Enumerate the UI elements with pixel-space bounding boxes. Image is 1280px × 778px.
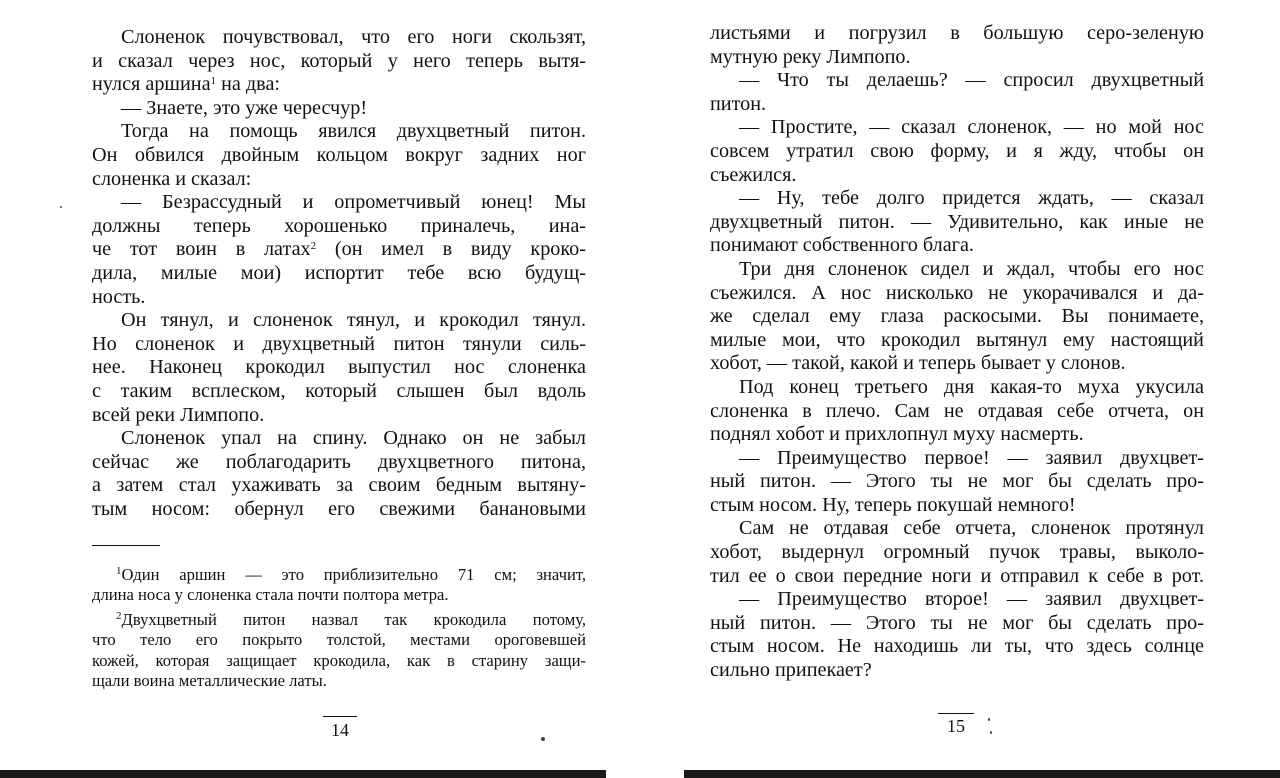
text-line: Но слоненок и двухцветный питон тянули силь- — [92, 332, 586, 355]
text-line: должны теперь хорошенько приналечь, ина- — [92, 214, 586, 237]
text-line: ный питон. — Этого ты не мог бы сделать про- — [710, 470, 1204, 493]
text-line: Тогда на помощь явился двухцветный питон. — [121, 120, 586, 143]
text-line: — Безрассудный и опрометчивый юнец! Мы — [121, 191, 586, 214]
footnote-text: Один аршин — это приблизительно 71 см; значит, — [121, 565, 586, 584]
text-line: же сделал ему глаза раскосыми. Вы понимаете, — [710, 305, 1204, 328]
text-fragment: нулся аршина — [92, 73, 211, 96]
footnote-mark: 2 — [116, 609, 122, 622]
text-line: — Знаете, это уже чересчур! — [121, 96, 368, 119]
page-number-rule — [938, 713, 974, 714]
footnote-mark: 1 — [116, 565, 122, 577]
footnote-line: что тело его покрыто толстой, местами ороговевшей — [92, 630, 586, 650]
text-line: с таким всплеском, который слышен был вдоль — [92, 379, 586, 402]
scan-speck — [60, 206, 62, 208]
text-line: Он тянул, и слоненок тянул, и крокодил тянул. — [121, 309, 586, 332]
text-line: тым носом: обернул его свежими банановыми — [92, 497, 586, 520]
text-line: Слоненок упал на спину. Однако он не забыл — [121, 427, 586, 450]
text-line: совсем утратил свою форму, и я жду, чтобы он — [710, 139, 1204, 162]
text-line: двухцветный питон. — Удивительно, как иные не — [710, 210, 1204, 233]
text-fragment: на два: — [216, 73, 281, 96]
footnote-line: кожей, которая защищает крокодила, как в старину защи- — [92, 650, 586, 670]
text-line: мутную реку Лимпопо. — [710, 45, 911, 68]
text-line: слоненка в плечо. Сам не отдавая себе отчета, он — [710, 399, 1204, 422]
text-line: съежился. — [710, 163, 797, 186]
text-line — [92, 238, 586, 262]
page-number-rule — [323, 716, 357, 717]
text-line: — Преимущество первое! — заявил двухцвет- — [739, 446, 1204, 469]
text-line: — Ну, тебе долго придется ждать, — сказал — [739, 187, 1204, 210]
text-line: Сам не отдавая себе отчета, слоненок протянул — [739, 517, 1204, 540]
text-line — [92, 73, 586, 97]
text-line: поднял хобот и прихлопнул муху насмерть. — [710, 423, 1084, 446]
text-line: хобот, выдернул огромный пучок травы, выколо- — [710, 541, 1204, 564]
text-line: Он обвился двойным кольцом вокруг задних ног — [92, 143, 586, 166]
text-line: Слоненок почувствовал, что его ноги скользят, — [121, 26, 586, 48]
footnote-ref: 1 — [210, 75, 217, 88]
text-line: — Что ты делаешь? — спросил двухцветный — [739, 69, 1204, 92]
page-number-right: 15 — [947, 716, 965, 736]
scan-speck — [990, 731, 992, 734]
footnotes — [92, 565, 586, 691]
text-line: всей реки Лимпопо. — [92, 403, 265, 426]
page-number-left: 14 — [331, 720, 349, 740]
scan-bottom-edge — [0, 770, 606, 778]
text-line: ный питон. — Этого ты не мог бы сделать про- — [710, 611, 1204, 634]
text-line: — Простите, — сказал слоненок, — но мой нос — [739, 116, 1204, 139]
text-line: Три дня слоненок сидел и ждал, чтобы его нос — [739, 257, 1204, 280]
text-line: листьями и погрузил в большую серо-зеленую — [710, 22, 1204, 44]
left-page-text — [92, 26, 586, 521]
text-line: милые мои, что крокодил вытянул ему настоящий — [710, 328, 1204, 351]
footnote-line: щали воина металлические латы. — [92, 670, 327, 690]
footnote-ref: 2 — [310, 240, 317, 253]
text-line: съежился. А нос нисколько не укорачивался и да- — [710, 281, 1204, 304]
footnote-line: длина носа у слоненка стала почти полтора метра. — [92, 585, 449, 605]
scan-speck — [541, 737, 545, 741]
text-line: тил ее о свои передние ноги и отправил к себе в рот. — [710, 564, 1204, 587]
scan-speck — [988, 718, 990, 721]
text-line: нее. Наконец крокодил выпустил нос слоненка — [92, 356, 586, 379]
text-line: ность. — [92, 285, 146, 308]
right-page-text — [710, 22, 1204, 683]
footnote-text: Двухцветный питон назвал так крокодила потому, — [121, 609, 586, 629]
text-line: стым носом. Ну, теперь покушай немного! — [710, 493, 1076, 516]
text-line: сейчас же поблагодарить двухцветного питона, — [92, 450, 586, 473]
text-line: понимают собственного блага. — [710, 234, 974, 257]
footnote-line — [92, 565, 586, 585]
text-line: дила, милые мои) испортит тебе всю будущ- — [92, 261, 586, 284]
text-line: — Преимущество второе! — заявил двухцвет- — [739, 588, 1204, 611]
text-line: Под конец третьего дня какая-то муха укусила — [739, 375, 1204, 398]
footnote-divider — [92, 545, 160, 546]
text-line: сильно припекает? — [710, 659, 872, 682]
text-line: питон. — [710, 92, 767, 115]
footnote-line — [92, 610, 586, 630]
text-line: и сказал через нос, который у него теперь вытя- — [92, 49, 586, 72]
text-line: а затем стал ухаживать за своим бедным вытяну- — [92, 474, 586, 497]
text-line: слоненка и сказал: — [92, 167, 252, 190]
text-fragment: че тот воин в латах — [92, 238, 311, 261]
scan-bottom-edge — [684, 770, 1280, 778]
text-fragment: (он имел в виду кроко- — [316, 238, 586, 261]
text-line: стым носом. Не находишь ли ты, что здесь солнце — [710, 635, 1204, 658]
text-line: хобот, — такой, какой и теперь бывает у слонов. — [710, 352, 1126, 375]
